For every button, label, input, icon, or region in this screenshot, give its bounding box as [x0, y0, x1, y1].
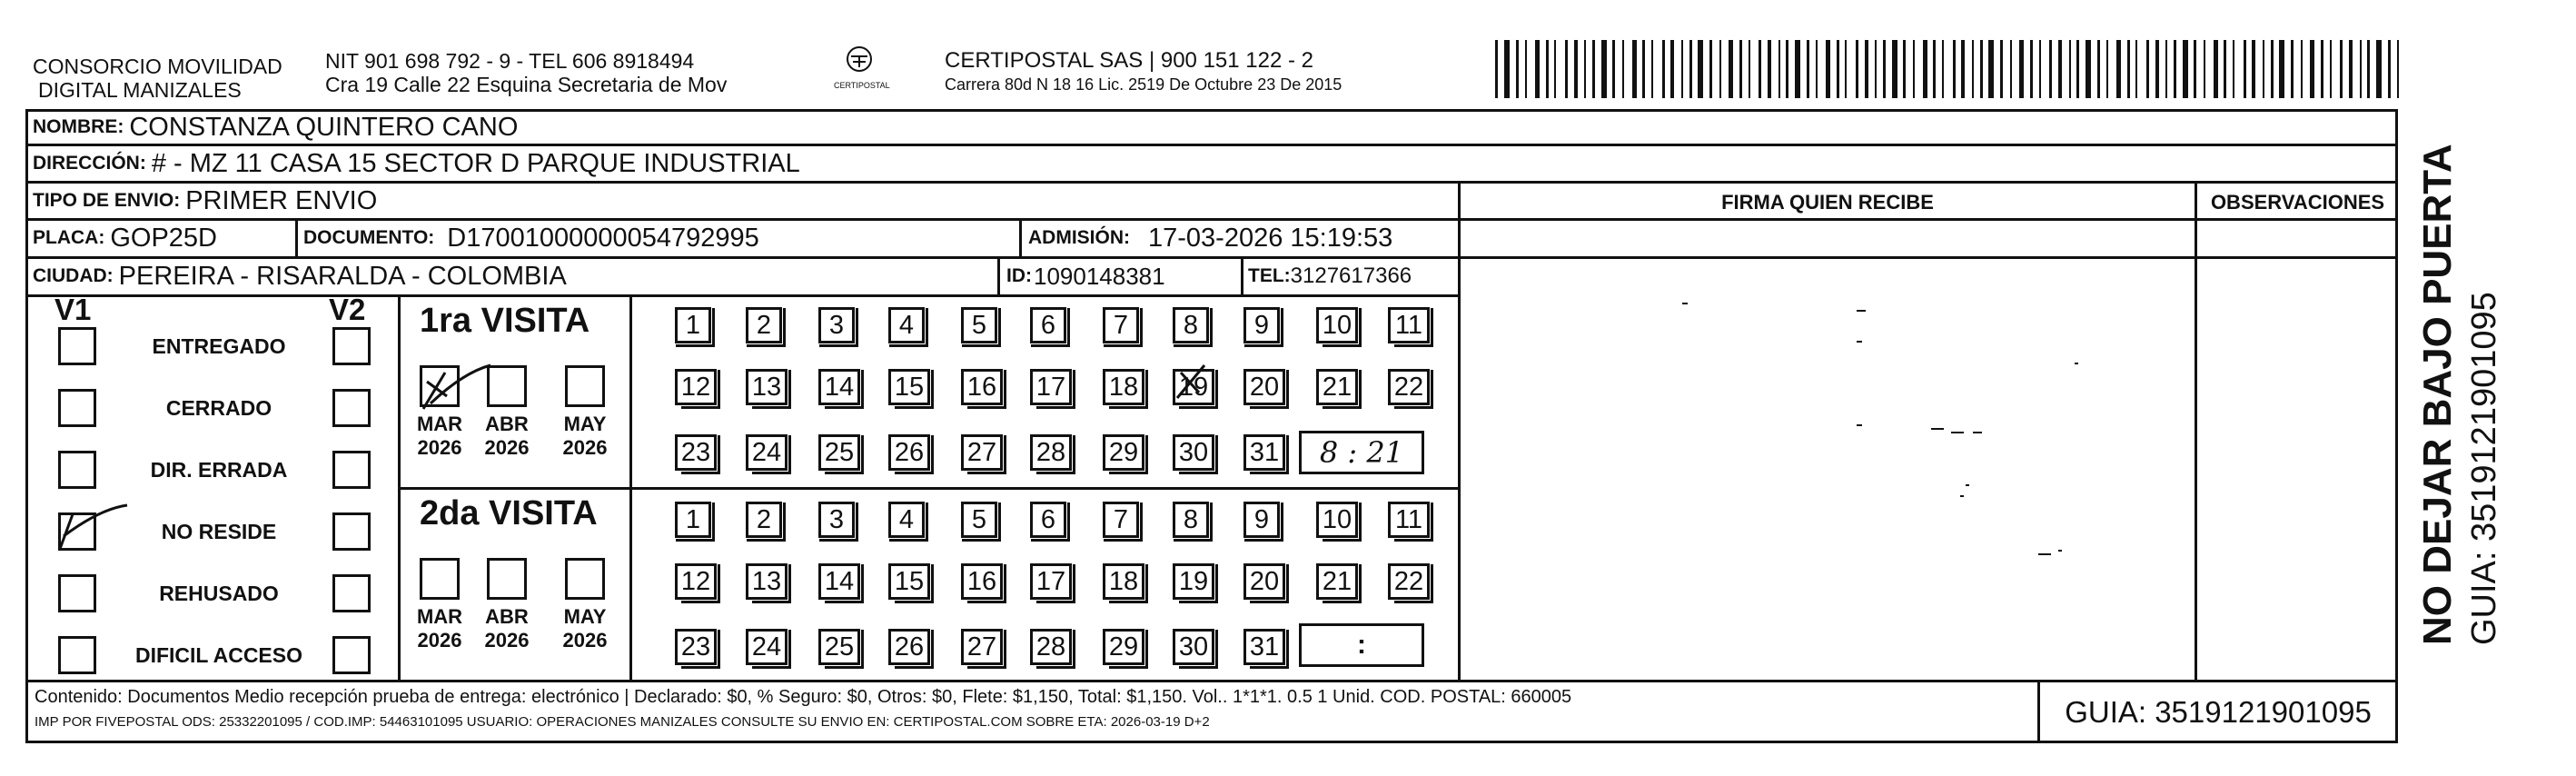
tel-cell: TEL: 3127617366 — [1248, 264, 1412, 288]
day-box[interactable]: 20 — [1243, 563, 1285, 600]
day-box[interactable]: 21 — [1316, 369, 1358, 405]
day-box[interactable]: 9 — [1243, 307, 1280, 343]
day-box[interactable]: 29 — [1103, 629, 1144, 665]
tipo-envio-row: TIPO DE ENVIO: PRIMER ENVIO — [33, 185, 378, 215]
firma-header: FIRMA QUIEN RECIBE — [1721, 191, 1934, 214]
day-box[interactable]: 17 — [1030, 563, 1072, 600]
day-box[interactable]: 19 — [1173, 369, 1214, 405]
day-box[interactable]: 25 — [818, 629, 860, 665]
day-box[interactable]: 5 — [961, 307, 997, 343]
day-box[interactable]: 25 — [818, 434, 860, 471]
status-label: DIR. ERRADA — [150, 458, 288, 482]
month-label: MAR 2026 — [416, 413, 463, 459]
day-box[interactable]: 7 — [1103, 502, 1139, 538]
day-box[interactable]: 23 — [675, 434, 717, 471]
day-box[interactable]: 31 — [1243, 629, 1285, 665]
first-visit-title: 1ra VISITA — [420, 302, 590, 340]
month-label: ABR 2026 — [484, 605, 530, 652]
day-box[interactable]: 15 — [888, 563, 930, 600]
day-box[interactable]: 12 — [675, 369, 717, 405]
day-box[interactable]: 27 — [961, 434, 1003, 471]
day-box[interactable]: 11 — [1388, 502, 1430, 538]
day-box[interactable]: 6 — [1030, 307, 1066, 343]
day-box[interactable]: 4 — [888, 502, 925, 538]
id-cell: ID: 1090148381 — [1006, 262, 1165, 290]
day-box[interactable]: 24 — [746, 434, 788, 471]
day-box[interactable]: 8 — [1173, 307, 1209, 343]
day-box[interactable]: 18 — [1103, 563, 1144, 600]
day-box[interactable]: 10 — [1316, 502, 1358, 538]
first-visit-time: 8 : 21 — [1299, 431, 1424, 474]
content-line: Contenido: Documentos Medio recepción prueba de entrega: electrónico | Declarado: $0, % Seguro: $0, Otros: $0, Flete: $1,150, Total: $1,150. Vol.. 1*1*1. 0.5 1 Unid. COD. POSTAL: 660005 — [35, 687, 1572, 707]
certipostal-logo: CERTIPOSTAL — [834, 45, 885, 96]
day-box[interactable]: 28 — [1030, 434, 1072, 471]
day-box[interactable]: 29 — [1103, 434, 1144, 471]
day-box[interactable]: 17 — [1030, 369, 1072, 405]
guia-box: GUIA: 3519121901095 — [2065, 695, 2372, 729]
nombre-value: CONSTANZA QUINTERO CANO — [129, 112, 519, 142]
day-box[interactable]: 13 — [746, 369, 788, 405]
second-visit-title: 2da VISITA — [420, 494, 598, 532]
day-box[interactable]: 5 — [961, 502, 997, 538]
nombre-row: NOMBRE: CONSTANZA QUINTERO CANO — [33, 112, 519, 142]
month-label: MAR 2026 — [416, 605, 463, 652]
day-box[interactable]: 26 — [888, 434, 930, 471]
day-box[interactable]: 30 — [1173, 434, 1214, 471]
documento-cell: DOCUMENTO: D17001000000054792995 — [303, 223, 759, 253]
status-label: ENTREGADO — [152, 334, 286, 358]
day-box[interactable]: 30 — [1173, 629, 1214, 665]
imp-line: IMP POR FIVEPOSTAL ODS: 25332201095 / COD.IMP: 54463101095 USUARIO: OPERACIONES MANIZALES CONSULTE SU ENVIO EN: CERTIPOSTAL.COM SOBRE ETA: 2026-03-19 D+2 — [35, 714, 1210, 730]
direccion-row: DIRECCIÓN: # - MZ 11 CASA 15 SECTOR D PARQUE INDUSTRIAL — [33, 148, 800, 178]
day-box[interactable]: 4 — [888, 307, 925, 343]
day-box[interactable]: 1 — [675, 502, 711, 538]
day-box[interactable]: 21 — [1316, 563, 1358, 600]
status-label: DIFICIL ACCESO — [134, 643, 302, 667]
direccion-value: # - MZ 11 CASA 15 SECTOR D PARQUE INDUSTRIAL — [151, 148, 800, 178]
day-box[interactable]: 22 — [1388, 369, 1430, 405]
day-box[interactable]: 26 — [888, 629, 930, 665]
no-dejar-bajo-puerta: NO DEJAR BAJO PUERTA GUIA: 3519121901095 — [2415, 144, 2503, 645]
day-box[interactable]: 6 — [1030, 502, 1066, 538]
v1-header: V1 — [54, 293, 92, 326]
day-box[interactable]: 27 — [961, 629, 1003, 665]
second-visit-time: : — [1299, 623, 1424, 667]
day-box[interactable]: 3 — [818, 502, 855, 538]
barcode — [1495, 40, 2403, 103]
day-box[interactable]: 20 — [1243, 369, 1285, 405]
day-box[interactable]: 11 — [1388, 307, 1430, 343]
day-box[interactable]: 23 — [675, 629, 717, 665]
day-box[interactable]: 15 — [888, 369, 930, 405]
carrier-info: CERTIPOSTAL SAS | 900 151 122 - 2 Carrera 80d N 18 16 Lic. 2519 De Octubre 23 De 2015 — [945, 48, 1342, 94]
day-box[interactable]: 12 — [675, 563, 717, 600]
day-box[interactable]: 1 — [675, 307, 711, 343]
placa-cell: PLACA: GOP25D — [33, 223, 217, 253]
day-box[interactable]: 8 — [1173, 502, 1209, 538]
day-box[interactable]: 14 — [818, 563, 860, 600]
month-label: MAY 2026 — [562, 605, 608, 652]
signature-area — [1461, 218, 2195, 678]
v2-header: V2 — [329, 293, 366, 326]
status-label: CERRADO — [165, 396, 272, 420]
day-box[interactable]: 14 — [818, 369, 860, 405]
month-label: ABR 2026 — [484, 413, 530, 459]
company-name: CONSORCIO MOVILIDAD DIGITAL MANIZALES — [33, 55, 282, 102]
tipo-value: PRIMER ENVIO — [185, 185, 378, 215]
status-label: REHUSADO — [159, 582, 279, 605]
status-label: NO RESIDE — [161, 520, 277, 543]
day-box[interactable]: 16 — [961, 369, 1003, 405]
admision-cell: ADMISIÓN: 17-03-2026 15:19:53 — [1028, 223, 1393, 253]
day-box[interactable]: 16 — [961, 563, 1003, 600]
day-box[interactable]: 2 — [746, 307, 782, 343]
observaciones-header: OBSERVACIONES — [2210, 191, 2385, 214]
day-box[interactable]: 22 — [1388, 563, 1430, 600]
day-box[interactable]: 24 — [746, 629, 788, 665]
day-box[interactable]: 19 — [1173, 563, 1214, 600]
day-box[interactable]: 31 — [1243, 434, 1285, 471]
day-box[interactable]: 28 — [1030, 629, 1072, 665]
day-box[interactable]: 10 — [1316, 307, 1358, 343]
day-box[interactable]: 7 — [1103, 307, 1139, 343]
day-box[interactable]: 2 — [746, 502, 782, 538]
day-box[interactable]: 9 — [1243, 502, 1280, 538]
company-contact: NIT 901 698 792 - 9 - TEL 606 8918494 Cra 19 Calle 22 Esquina Secretaria de Mov — [325, 49, 728, 96]
ciudad-cell: CIUDAD: PEREIRA - RISARALDA - COLOMBIA — [33, 261, 567, 291]
day-box[interactable]: 13 — [746, 563, 788, 600]
day-box[interactable]: 18 — [1103, 369, 1144, 405]
day-box[interactable]: 3 — [818, 307, 855, 343]
month-label: MAY 2026 — [562, 413, 608, 459]
